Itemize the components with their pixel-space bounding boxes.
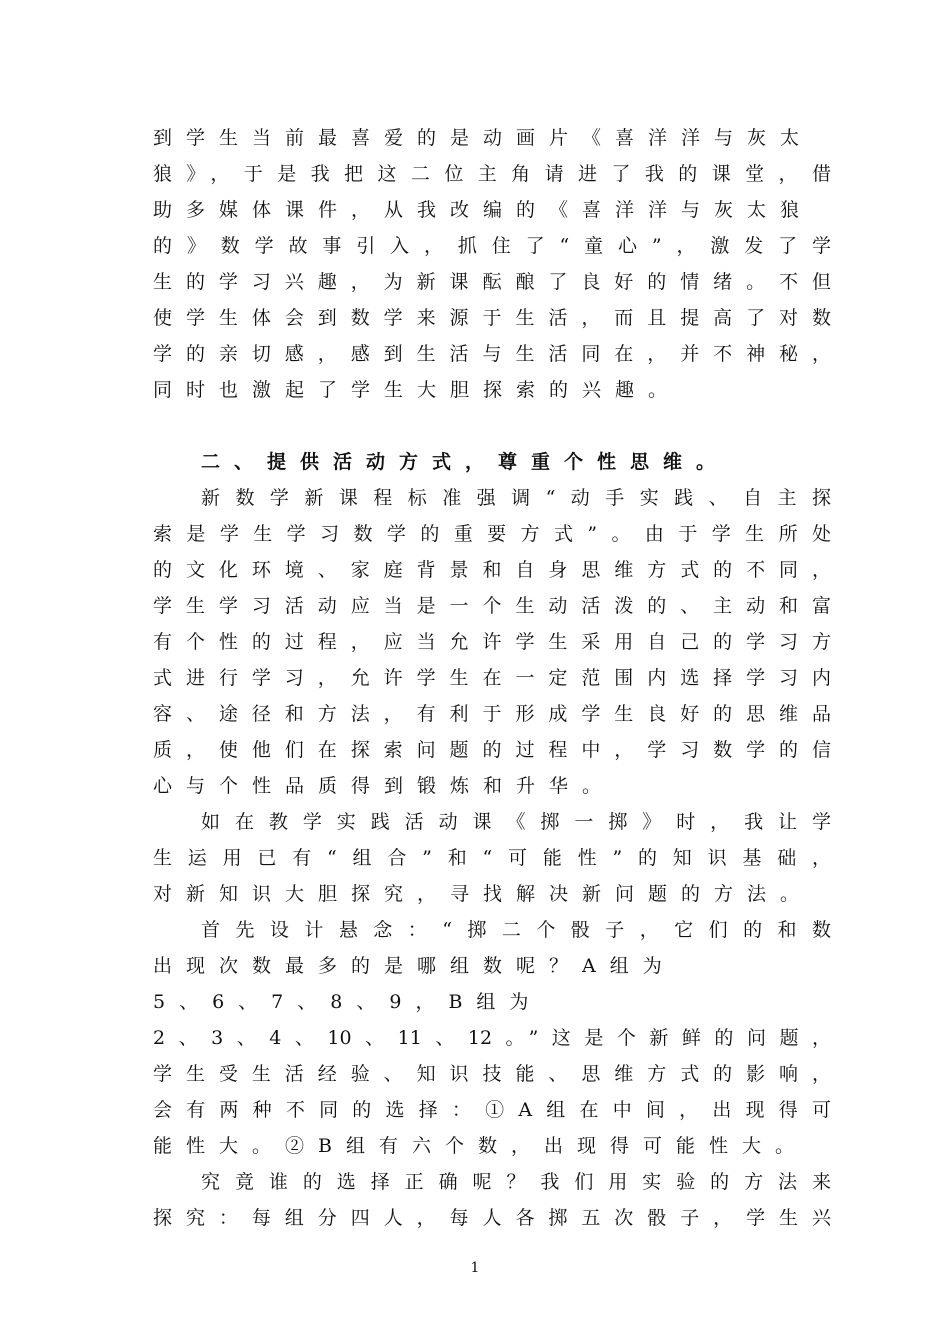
paragraph-line: 5、6、7、8、9，B组为: [153, 991, 543, 1013]
paragraph-line: 的》数学故事引入，抓住了“童心”，激发了学: [153, 235, 831, 257]
paragraph-line: 同时也激起了学生大胆探索的兴趣。: [153, 379, 682, 401]
paragraph-line: 狼》，于是我把这二位主角请进了我的课堂，借: [153, 163, 831, 185]
paragraph-line: 质，使他们在探索问题的过程中，学习数学的信: [153, 739, 831, 761]
paragraph-line: 出现次数最多的是哪组数呢？A组为: [153, 955, 676, 977]
paragraph-line: 新数学新课程标准强调“动手实践、自主探: [201, 487, 831, 509]
paragraph-line: 如在教学实践活动课《掷一掷》时，我让学: [201, 811, 831, 833]
section-heading: 二、提供活动方式，尊重个性思维。: [201, 451, 730, 473]
paragraph-line: 式进行学习，允许学生在一定范围内选择学习内: [153, 667, 831, 689]
paragraph-line: 的文化环境、家庭背景和自身思维方式的不同，: [153, 559, 831, 581]
paragraph-line: 有个性的过程，应当允许学生采用自己的学习方: [153, 631, 831, 653]
paragraph-line: 对新知识大胆探究，寻找解决新问题的方法。: [153, 883, 814, 905]
paragraph-line: 学生学习活动应当是一个生动活泼的、主动和富: [153, 595, 831, 617]
paragraph-line: 学生受生活经验、知识技能、思维方式的影响，: [153, 1063, 831, 1085]
paragraph-line: 首先设计悬念：“掷二个骰子，它们的和数: [201, 919, 831, 941]
paragraph-line: 2、3、4、10、11、12。”这是个新鲜的问题，: [153, 1027, 831, 1049]
paragraph-line: 能性大。②B组有六个数，出现得可能性大。: [153, 1135, 808, 1157]
paragraph-line: 究竟谁的选择正确呢？我们用实验的方法来: [201, 1171, 831, 1193]
paragraph-line: 使学生体会到数学来源于生活，而且提高了对数: [153, 307, 831, 329]
paragraph-line: 生的学习兴趣，为新课酝酿了良好的情绪。不但: [153, 271, 831, 293]
paragraph-line: 学的亲切感，感到生活与生活同在，并不神秘，: [153, 343, 831, 365]
paragraph-line: 索是学生学习数学的重要方式”。由于学生所处: [153, 523, 831, 545]
paragraph-line: 会有两种不同的选择：①A组在中间，出现得可: [153, 1099, 831, 1121]
paragraph-line: 生运用已有“组合”和“可能性”的知识基础，: [153, 847, 831, 869]
paragraph-line: 容、途径和方法，有利于形成学生良好的思维品: [153, 703, 831, 725]
page-number: 1: [470, 1260, 480, 1276]
paragraph-line: 心与个性品质得到锻炼和升华。: [153, 775, 616, 797]
paragraph-line: 探究：每组分四人，每人各掷五次骰子，学生兴: [153, 1207, 831, 1229]
paragraph-line: 助多媒体课件，从我改编的《喜洋洋与灰太狼: [153, 199, 814, 221]
paragraph-line: 到学生当前最喜爱的是动画片《喜洋洋与灰太: [153, 127, 814, 149]
